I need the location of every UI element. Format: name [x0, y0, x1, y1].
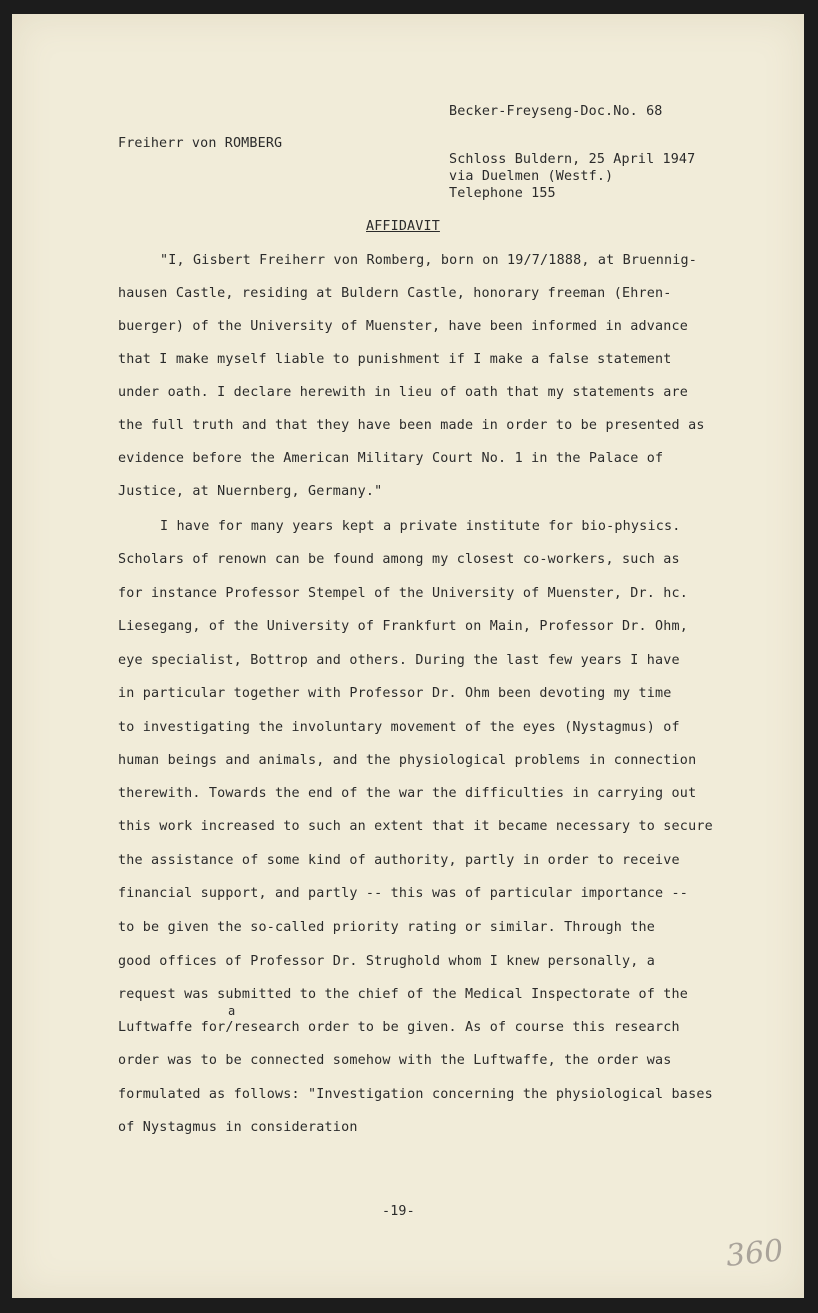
- author-name: Freiherr von ROMBERG: [118, 136, 283, 151]
- handwritten-page-number: 360: [724, 1233, 785, 1274]
- document-title: AFFIDAVIT: [366, 219, 440, 234]
- address-line-3: Telephone 155: [449, 186, 556, 201]
- paragraph2-line: therewith. Towards the end of the war the difficulties in carrying out: [118, 786, 697, 801]
- paragraph2-line: to investigating the involuntary movement of the eyes (Nystagmus) of: [118, 720, 680, 735]
- paragraph2-line: of Nystagmus in consideration: [118, 1120, 358, 1135]
- paragraph2-line: Scholars of renown can be found among my closest co-workers, such as: [118, 552, 680, 567]
- paragraph2-line: the assistance of some kind of authority, partly in order to receive: [118, 853, 680, 868]
- paragraph2-line: eye specialist, Bottrop and others. During the last few years I have: [118, 653, 680, 668]
- paragraph2-line: to be given the so-called priority rating or similar. Through the: [118, 920, 656, 935]
- paragraph2-line: good offices of Professor Dr. Strughold whom I knew personally, a: [118, 954, 656, 969]
- paragraph2-line: for instance Professor Stempel of the University of Muenster, Dr. hc.: [118, 586, 689, 601]
- address-line-2: via Duelmen (Westf.): [449, 169, 614, 184]
- address-line-1: Schloss Buldern, 25 April 1947: [449, 152, 696, 167]
- paragraph1-line: Justice, at Nuernberg, Germany.": [118, 484, 383, 499]
- paragraph2-line: formulated as follows: "Investigation concerning the physiological bases: [118, 1087, 713, 1102]
- paragraph2-line: this work increased to such an extent that it became necessary to secure: [118, 819, 713, 834]
- paragraph2-line: Luftwaffe for/research order to be given. As of course this research: [118, 1020, 680, 1035]
- paragraph2-line: order was to be connected somehow with the Luftwaffe, the order was: [118, 1053, 672, 1068]
- paragraph1-line: that I make myself liable to punishment if I make a false statement: [118, 352, 672, 367]
- paragraph2-line: Liesegang, of the University of Frankfurt on Main, Professor Dr. Ohm,: [118, 619, 689, 634]
- paragraph1-line: the full truth and that they have been made in order to be presented as: [118, 418, 705, 433]
- paragraph2-line: in particular together with Professor Dr. Ohm been devoting my time: [118, 686, 672, 701]
- document-reference: Becker-Freyseng-Doc.No. 68: [449, 104, 663, 119]
- paragraph1-line: "I, Gisbert Freiherr von Romberg, born on 19/7/1888, at Bruennig-: [160, 253, 698, 268]
- interlinear-insert: a: [228, 1004, 236, 1018]
- paragraph2-line: human beings and animals, and the physiological problems in connection: [118, 753, 697, 768]
- paragraph1-line: buerger) of the University of Muenster, have been informed in advance: [118, 319, 689, 334]
- paragraph1-line: evidence before the American Military Court No. 1 in the Palace of: [118, 451, 664, 466]
- paragraph2-line: I have for many years kept a private institute for bio-physics.: [160, 519, 681, 534]
- paragraph1-line: under oath. I declare herewith in lieu of oath that my statements are: [118, 385, 689, 400]
- paragraph1-line: hausen Castle, residing at Buldern Castle, honorary freeman (Ehren-: [118, 286, 672, 301]
- page-number: -19-: [382, 1204, 415, 1219]
- document-page: [12, 14, 804, 1298]
- paragraph2-line: request was submitted to the chief of the Medical Inspectorate of the: [118, 987, 689, 1002]
- paragraph2-line: financial support, and partly -- this was of particular importance --: [118, 886, 689, 901]
